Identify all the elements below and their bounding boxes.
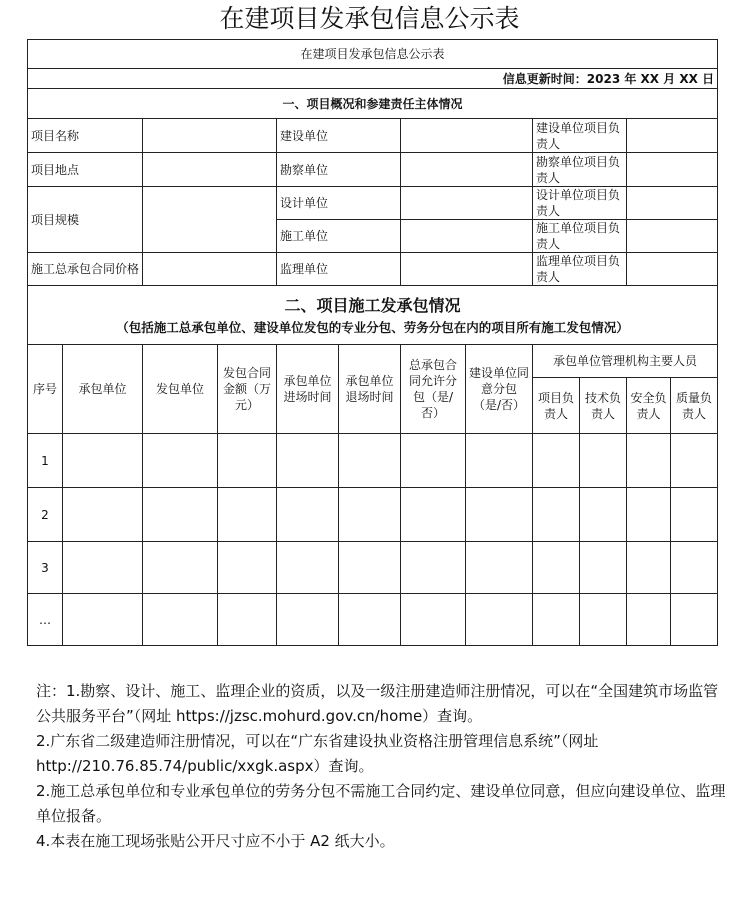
label-project-scale: 项目规模 [28,187,143,253]
value-constructor-head [627,220,718,253]
section2-subtitle: （包括施工总承包单位、建设单位发包的专业分包、劳务分包在内的项目所有施工发包情况） [116,320,629,335]
label-project-location: 项目地点 [28,153,143,187]
label-contract-price: 施工总承包合同价格 [28,253,143,286]
value-surveyor [401,153,533,187]
value-surveyor-head [627,153,718,187]
section2-heading [28,286,718,345]
value-project-location [143,153,277,187]
table-title: 在建项目发承包信息公示表 [28,40,718,69]
note-2: 2.广东省二级建造师注册情况，可以在“广东省建设执业资格注册管理信息系统”（网址 http://210.76.85.74/public/xxgk.aspx）查询。 [36,732,599,775]
value-builder-head [627,119,718,153]
value-contract-price [143,253,277,286]
col-entry-time: 承包单位进场时间 [277,345,339,434]
note-4: 4.本表在施工现场张贴公开尺寸应不小于 A2 纸大小。 [36,832,395,850]
row-seq: 3 [28,542,63,594]
update-time: 信息更新时间：2023 年 XX 月 XX 日 [28,69,718,89]
value-project-scale [143,187,277,253]
col-project-head: 项目负责人 [533,378,580,434]
note-1: 注：1.勘察、设计、施工、监理企业的资质，以及一级注册建造师注册情况，可以在“全国建筑市场监管公共服务平台”（网址 https://jzsc.mohurd.gov.cn/home）查询。 [36,682,719,725]
disclosure-table [27,39,718,646]
page-title: 在建项目发承包信息公示表 [219,4,520,33]
value-designer [401,187,533,220]
col-amount: 发包合同金额（万元） [218,345,277,434]
notes [36,679,726,854]
value-project-name [143,119,277,153]
section1-heading: 一、项目概况和参建责任主体情况 [28,89,718,119]
value-constructor [401,220,533,253]
label-supervisor-head: 监理单位项目负责人 [533,253,627,286]
row-seq: 1 [28,434,63,488]
label-constructor-head: 施工单位项目负责人 [533,220,627,253]
value-builder [401,119,533,153]
col-mgmt: 承包单位管理机构主要人员 [533,345,718,378]
col-builder-agree: 建设单位同意分包（是/否） [466,345,533,434]
col-tech-head: 技术负责人 [580,378,627,434]
label-supervisor: 监理单位 [277,253,401,286]
label-builder-head: 建设单位项目负责人 [533,119,627,153]
col-issuer: 发包单位 [143,345,218,434]
value-supervisor-head [627,253,718,286]
label-designer-head: 设计单位项目负责人 [533,187,627,220]
value-supervisor [401,253,533,286]
note-3: 2.施工总承包单位和专业承包单位的劳务分包不需施工合同约定、建设单位同意，但应向建设单位、监理单位报备。 [36,782,726,825]
col-safety-head: 安全负责人 [627,378,671,434]
col-quality-head: 质量负责人 [671,378,718,434]
col-seq: 序号 [28,345,63,434]
label-surveyor: 勘察单位 [277,153,401,187]
label-builder: 建设单位 [277,119,401,153]
label-surveyor-head: 勘察单位项目负责人 [533,153,627,187]
label-constructor: 施工单位 [277,220,401,253]
label-designer: 设计单位 [277,187,401,220]
col-contractor: 承包单位 [63,345,143,434]
col-allow-sub: 总承包合同允许分包（是/否） [401,345,466,434]
section2-title: 二、项目施工发承包情况 [284,296,461,315]
row-seq: 2 [28,488,63,542]
label-project-name: 项目名称 [28,119,143,153]
col-exit-time: 承包单位退场时间 [339,345,401,434]
row-seq: … [28,594,63,646]
value-designer-head [627,187,718,220]
